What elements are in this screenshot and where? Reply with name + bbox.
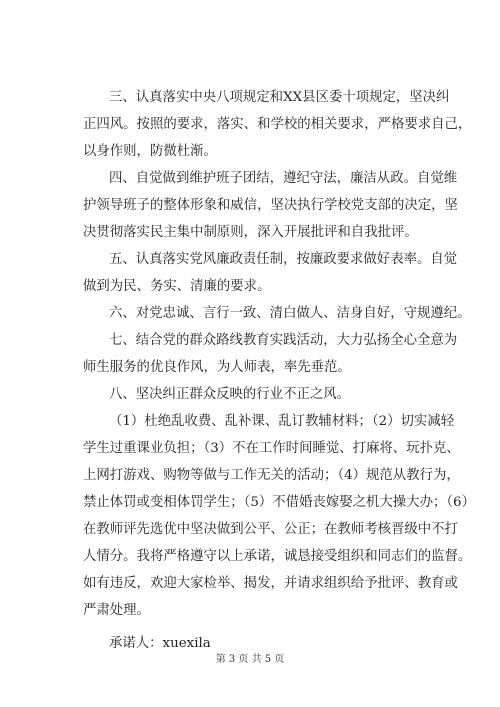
text-line: 师生服务的优良作风，为人师表，率先垂范。	[83, 360, 351, 375]
text-line: 三、认真落实中央八项规定和XX县区委十项规定，坚决纠	[109, 90, 450, 105]
text-line: 上网打游戏、购物等做与工作无关的活动；（4）规范从教行为，	[83, 468, 460, 483]
text-line: 严肃处理。	[83, 603, 150, 618]
document-body	[83, 84, 475, 657]
text-line: 做到为民、务实、清廉的要求。	[83, 279, 271, 294]
text-line: 在教师评先选优中坚决做到公平、公正；在教师考核晋级中不打	[83, 522, 458, 537]
signature-line: 承诺人：xuexila	[109, 636, 211, 651]
text-line: 七、结合党的群众路线教育实践活动，大力弘扬全心全意为	[109, 333, 458, 348]
text-line: 六、对党忠诚、言行一致、清白做人、洁身自好，守规遵纪。	[109, 306, 471, 321]
text-line: 学生过重课业负担；（3）不在工作时间睡觉、打麻将、玩扑克、	[83, 441, 460, 456]
text-line: 人情分。我将严格遵守以上承诺，诚恳接受组织和同志们的监督。	[83, 549, 472, 564]
text-line: 八、坚决纠正群众反映的行业不正之风。	[109, 387, 351, 402]
text-line: 禁止体罚或变相体罚学生；（5）不借婚丧嫁娶之机大操大办；（6）	[83, 495, 475, 510]
text-line: 以身作则，防微杜渐。	[83, 144, 217, 159]
text-line: 护领导班子的整体形象和威信，坚决执行学校党支部的决定，坚	[83, 198, 458, 213]
text-line: 五、认真落实党风廉政责任制，按廉政要求做好表率。自觉	[109, 252, 458, 267]
page-footer: 第 3 页 共 5 页	[215, 654, 285, 665]
text-line: 正四风。按照的要求，落实、和学校的相关要求，严格要求自己，	[83, 117, 472, 132]
text-line: （1）杜绝乱收费、乱补课、乱订教辅材料；（2）切实减轻	[109, 414, 455, 429]
text-line: 决贯彻落实民主集中制原则，深入开展批评和自我批评。	[83, 225, 418, 240]
text-line: 四、自觉做到维护班子团结，遵纪守法，廉洁从政。自觉维	[109, 171, 458, 186]
text-line: 如有违反，欢迎大家检举、揭发，并请求组织给予批评、教育或	[83, 576, 458, 591]
